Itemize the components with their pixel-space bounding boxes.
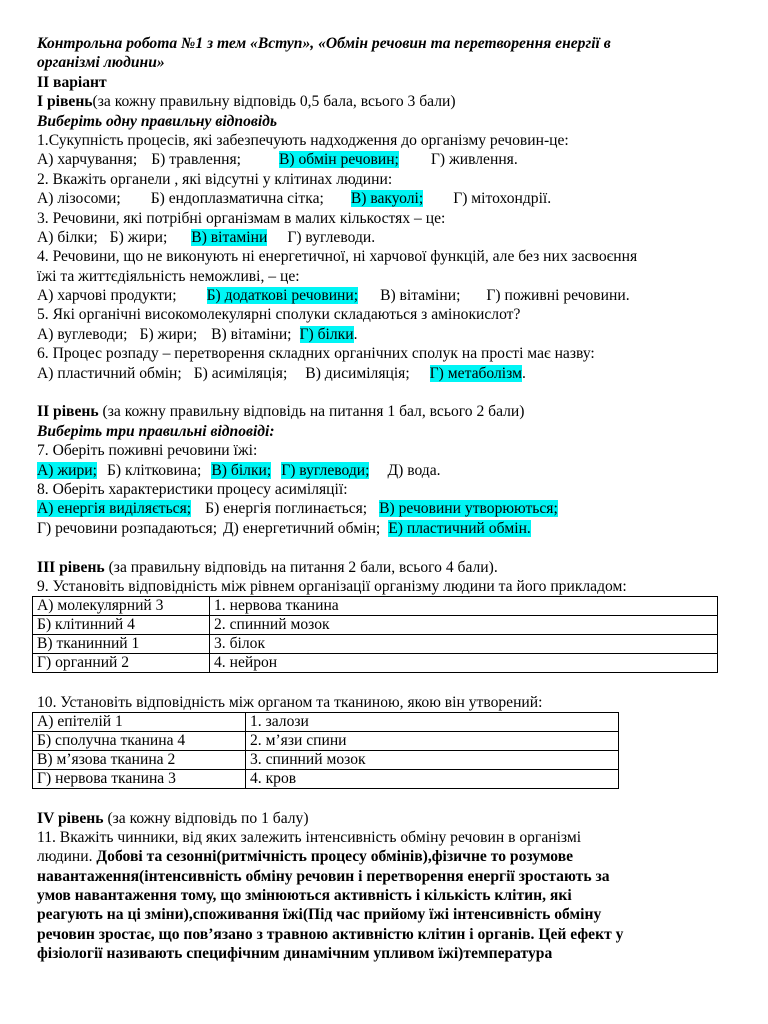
answer-6c: В) дисиміляція;	[305, 364, 410, 382]
variant-heading: ІІ варіант	[37, 73, 107, 91]
answer-3c-correct: В) вітаміни	[191, 228, 268, 246]
answers-7	[37, 461, 737, 480]
question-10: 10. Установіть відповідність між органом та тканиною, якою він утворений:	[37, 693, 543, 711]
level1-heading	[37, 92, 737, 111]
question-6: 6. Процес розпаду – перетворення складних органічних сполук на прості має назву:	[37, 345, 595, 363]
answers-2	[37, 189, 737, 208]
level1-name: І рівень	[37, 93, 93, 111]
answer-3b: Б) жири;	[109, 228, 168, 246]
question-2: 2. Вкажіть органели , які відсутні у клітинах людини:	[37, 170, 393, 188]
answer-3d: Г) вуглеводи.	[287, 228, 376, 246]
question-3: 3. Речовини, які потрібні організмам в малих кількостях – це:	[37, 209, 446, 227]
table-row: Б) клітинний 4 2. спинний мозок	[33, 616, 718, 635]
question-11-prefix: людини.	[37, 848, 93, 866]
answer-1d: Г) живлення.	[430, 151, 518, 169]
answer-1a: А) харчування;	[37, 151, 138, 169]
level2-note: (за кожну правильну відповідь на питання 1 бал, всього 2 бали)	[102, 403, 525, 421]
answer-8b: Б) енергія поглинається;	[205, 500, 368, 518]
table-row: Г) нервова тканина 3 4. кров	[33, 770, 619, 789]
question-4-line-1: 4. Речовини, що не виконують ні енергетичної, ні харчової функцій, але без них засвоєння	[37, 248, 638, 266]
answer-7b: Б) клітковина;	[106, 461, 202, 479]
table-row: Г) органний 2 4. нейрон	[33, 654, 718, 673]
title-line-2: організмі людини»	[37, 54, 165, 72]
answer-11-part-5: речовин зростає, що пов’язано з травною активністю клітин і органів. Цей ефект у	[37, 925, 624, 943]
answers-1	[37, 150, 737, 169]
answers-6: А) пластичний обмін; Б) асиміляція; В) дисиміляція; Г) метаболізм.	[37, 364, 526, 382]
answer-8d: Г) речовини розпадаються;	[37, 519, 218, 537]
answer-4b-correct: Б) додаткові речовини;	[206, 287, 359, 305]
level2-instruction: Виберіть три правильні відповіді:	[37, 422, 275, 440]
answer-7e: Д) вода.	[387, 461, 441, 479]
answer-11-part-6: фізіології називають специфічним динамічним упливом їжі)температура	[37, 945, 553, 963]
answer-11-part-2: навантаження(інтенсивність обміну речовин і перетворення енергії зростають за	[37, 867, 610, 885]
answer-8e: Д) енергетичний обмін;	[223, 519, 381, 537]
answer-4d: Г) поживні речовини.	[486, 287, 630, 305]
question-11-line-2	[37, 847, 737, 866]
matching-table-9	[32, 596, 718, 673]
answer-7d-correct: Г) вуглеводи;	[281, 461, 370, 479]
answer-11-part-3: умов навантаження тому, що змінюються активність і кількість клітин, які	[37, 887, 572, 905]
question-1: 1.Сукупність процесів, які забезпечують надходження до організму речовин-це:	[37, 131, 569, 149]
level4-name: ІV рівень	[37, 809, 104, 827]
question-11-line-1: 11. Вкажіть чинники, від яких залежить інтенсивність обміну речовин в організмі	[37, 828, 582, 846]
answer-11-part-4: реагують на ці зміни),споживання їжі(Під час прийому їжі інтенсивність обміну	[37, 906, 602, 924]
answers-8-row2	[37, 519, 737, 538]
answer-1b: Б) травлення;	[151, 151, 242, 169]
answer-6d-correct: Г) метаболізм	[429, 364, 522, 382]
title-line-1: Контрольна робота №1 з тем «Вступ», «Обмін речовин та перетворення енергії в	[37, 35, 611, 52]
answer-2d: Г) мітохондрії.	[453, 190, 552, 208]
level2-name: ІІ рівень	[37, 403, 99, 421]
level3-note: (за правильну відповідь на питання 2 бали, всього 4 бали).	[108, 558, 498, 576]
answers-8-row1	[37, 499, 737, 518]
answer-8a-correct: А) енергія виділяється;	[37, 500, 192, 518]
answer-5d-correct: Г) білки	[299, 325, 354, 343]
answer-2a: А) лізосоми;	[37, 190, 121, 208]
question-4-line-2: їжі та життєдіяльність неможливі, – це:	[37, 267, 300, 285]
table-row: В) тканинний 1 3. білок	[33, 635, 718, 654]
answers-3	[37, 228, 737, 247]
answers-4	[37, 286, 737, 305]
answer-6b: Б) асиміляція;	[193, 364, 288, 382]
answer-7a-correct: А) жири;	[37, 461, 97, 479]
level3-heading	[37, 558, 737, 577]
table-row: А) молекулярний 3 1. нервова тканина	[33, 597, 718, 616]
level4-heading	[37, 809, 737, 828]
table-row: Б) сполучна тканина 4 2. м’язи спини	[33, 732, 619, 751]
question-7: 7. Оберіть поживні речовини їжі:	[37, 442, 258, 460]
answer-6a: А) пластичний обмін;	[37, 364, 182, 382]
answer-8f-correct: Е) пластичний обмін.	[388, 519, 531, 537]
answer-1c-correct: В) обмін речовин;	[279, 151, 399, 169]
answer-3a: А) білки;	[37, 228, 98, 246]
table-row: А) епітелій 1 1. залози	[33, 713, 619, 732]
level3-name: ІІІ рівень	[37, 558, 105, 576]
answer-5c: В) вітаміни;	[211, 325, 292, 343]
question-5: 5. Які органічні високомолекулярні сполуки складаються з амінокислот?	[37, 306, 521, 324]
test-document	[37, 34, 737, 964]
question-8: 8. Оберіть характеристики процесу асиміляції:	[37, 480, 348, 498]
table-row: В) м’язова тканина 2 3. спинний мозок	[33, 751, 619, 770]
level2-heading	[37, 402, 737, 421]
answer-7c-correct: В) білки;	[211, 461, 272, 479]
answer-8c-correct: В) речовини утворюються;	[379, 500, 558, 518]
answer-11-part-1: Добові та сезонні(ритмічність процесу обмінів),фізичне то розумове	[92, 848, 574, 866]
answer-5a: А) вуглеводи;	[37, 325, 128, 343]
answer-5b: Б) жири;	[139, 325, 198, 343]
question-9: 9. Установіть відповідність між рівнем організації організму людини та його прикладом:	[37, 577, 627, 595]
answer-2c-correct: В) вакуолі;	[350, 190, 424, 208]
answer-2b: Б) ендоплазматична сітка;	[150, 190, 324, 208]
level1-note: (за кожну правильну відповідь 0,5 бала, всього 3 бали)	[92, 93, 456, 111]
level1-instruction: Виберіть одну правильну відповідь	[37, 112, 278, 130]
answer-4c: В) вітаміни;	[380, 287, 461, 305]
answers-5: А) вуглеводи; Б) жири; В) вітаміни; Г) білки.	[37, 325, 358, 343]
matching-table-10	[32, 712, 619, 789]
answer-4a: А) харчові продукти;	[37, 287, 177, 305]
level4-note: (за кожну відповідь по 1 балу)	[107, 809, 309, 827]
